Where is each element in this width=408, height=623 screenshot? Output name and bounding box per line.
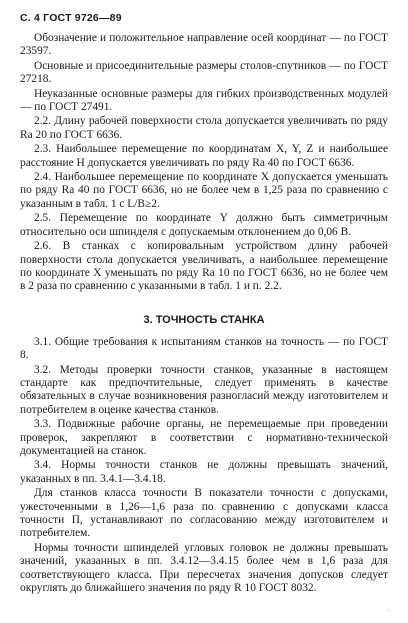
page-header: С. 4 ГОСТ 9726—89 bbox=[20, 12, 122, 24]
paragraph: Для станков класса точности В показатели точности с допусками, ужесточенными в 1,26—1,6 раза по сравнению с допусками класса точности П, устанавливают по согласованию между изготовителем и потребителем. bbox=[20, 487, 388, 540]
upper-text-block bbox=[20, 32, 388, 294]
document-page bbox=[20, 12, 388, 596]
paragraph: Основные и присоединительные размеры столов-спутников — по ГОСТ 27218. bbox=[20, 59, 388, 86]
paragraph: Обозначение и положительное направление осей координат — по ГОСТ 23597. bbox=[20, 32, 388, 58]
paragraph-2-3: 2.3. Наибольшее перемещение по координатам X, Y, Z и наибольшее расстояние H допускается увеличивать по ряду Ra 40 по ГОСТ 6636. bbox=[20, 143, 388, 169]
paragraph-2-2: 2.2. Длину рабочей поверхности стола допускается увеличивать по ряду Ra 20 по ГОСТ 6636. bbox=[20, 115, 388, 141]
section-title: 3. ТОЧНОСТЬ СТАНКА bbox=[143, 313, 265, 326]
paragraph: Неуказанные основные размеры для гибких производственных модулей — по ГОСТ 27491. bbox=[20, 87, 388, 114]
paragraph-3-1: 3.1. Общие требования к испытаниям станков на точность — по ГОСТ 8. bbox=[20, 335, 388, 362]
paragraph-3-2: 3.2. Методы проверки точности станков, указанные в настоящем стандарте как предпочтительные, следует применять в качестве обязательных в случае возникновения разногласий между изготовителем и потребителем в оценке качества станков. bbox=[20, 363, 388, 416]
paragraph-3-4: 3.4. Нормы точности станков не должны превышать значений, указанных в пп. 3.4.1—3.4.18. bbox=[20, 459, 388, 485]
margin-mark: · bbox=[387, 606, 390, 615]
paragraph: Нормы точности шпинделей угловых головок не должны превышать значений, указанных в пп. 3.4.12—3.4.15 более чем в 1,6 раза для соответствующего класса. При пересчетах значения допусков следует округлять до ближайшего значения по ряду R 10 ГОСТ 8032. bbox=[20, 541, 388, 595]
paragraph-2-5: 2.5. Перемещение по координате Y должно быть симметричным относительно оси шпинделя с допускаемым отклонением до 0,06 B. bbox=[20, 212, 388, 238]
paragraph-2-6: 2.6. В станках с копировальным устройством длину рабочей поверхности стола допускается увеличивать, а наибольшее перемещение по координате X уменьшать по ряду Ra 10 по ГОСТ 6636, но не более чем в 2 раза по сравнению с указанными в табл. 1 и п. 2.2. bbox=[20, 240, 388, 293]
paragraph-2-4: 2.4. Наибольшее перемещение по координате X допускается уменьшать по ряду Ra 40 по ГОСТ 6636, но не более чем в 1,25 раза по сравнению с указанным в табл. 1 с L/B≥2. bbox=[20, 171, 388, 210]
lower-text-block bbox=[20, 336, 388, 596]
paragraph-3-3: 3.3. Подвижные рабочие органы, не перемещаемые при проведении проверок, закрепляют в соответствии с нормативно-технической документацией на станок. bbox=[20, 418, 388, 457]
